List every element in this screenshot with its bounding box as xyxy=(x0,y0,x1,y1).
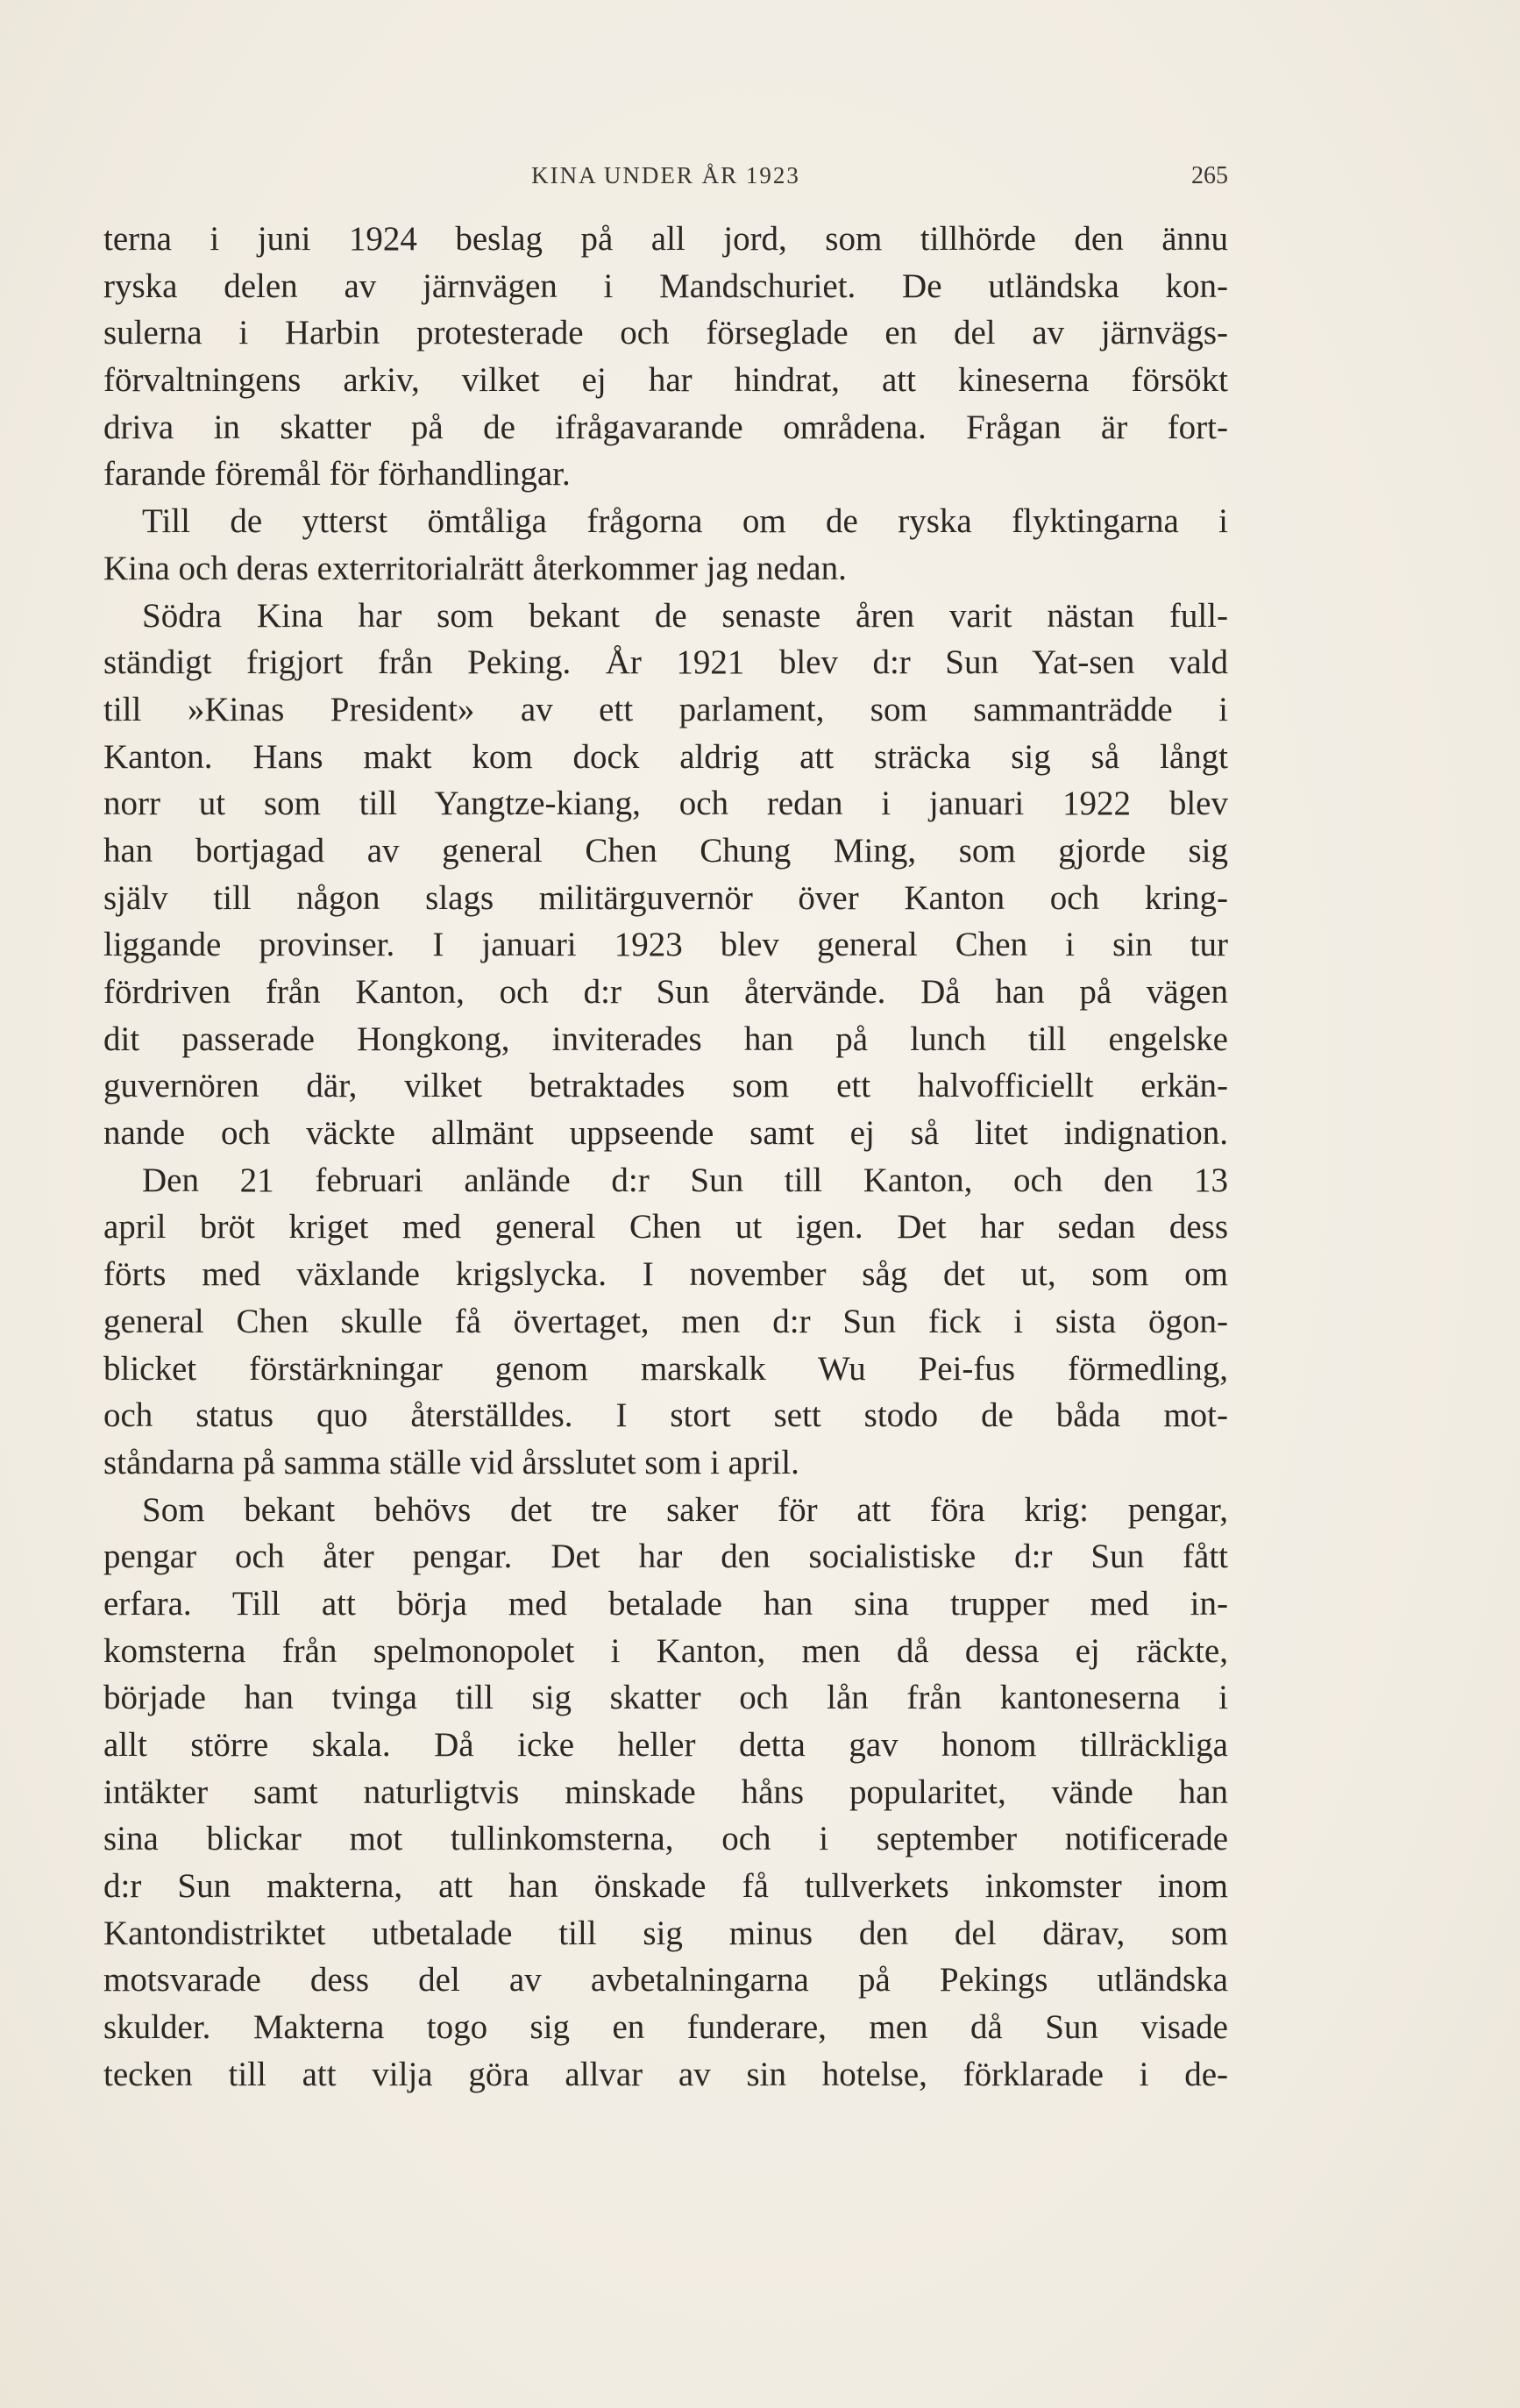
text-line: pengar och åter pengar. Det har den socialistiske d:r Sun fått xyxy=(103,1538,1228,1576)
text-line: Kanton. Hans makt kom dock aldrig att sträcka sig så långt xyxy=(103,737,1228,776)
text-line: ståndarna på samma ställe vid årsslutet som i april. xyxy=(103,1443,799,1481)
text-line: terna i juni 1924 beslag på all jord, som tillhörde den ännu xyxy=(103,220,1228,258)
text-line: farande föremål för förhandlingar. xyxy=(103,455,571,494)
text-line: sulerna i Harbin protesterade och förseglade en del av järnvägs- xyxy=(103,314,1228,352)
text-line: april bröt kriget med general Chen ut igen. Det har sedan dess xyxy=(103,1208,1228,1247)
page-header xyxy=(103,162,1228,197)
text-line: och status quo återställdes. I stort sett stodo de båda mot- xyxy=(103,1396,1228,1435)
text-line: Den 21 februari anlände d:r Sun till Kanton, och den 13 xyxy=(142,1161,1228,1199)
text-line: skulder. Makterna togo sig en funderare, men då Sun visade xyxy=(103,2008,1228,2047)
text-line: Som bekant behövs det tre saker för att föra krig: pengar, xyxy=(142,1490,1228,1529)
text-line: till »Kinas President» av ett parlament, som sammanträdde i xyxy=(103,690,1228,728)
text-line: norr ut som till Yangtze-kiang, och redan i januari 1922 blev xyxy=(103,785,1228,823)
body-text xyxy=(103,216,1228,2099)
text-line: nande och väckte allmänt uppseende samt ej så litet indignation. xyxy=(103,1114,1228,1153)
text-line: guvernören där, vilket betraktades som ett halvofficiellt erkän- xyxy=(103,1067,1228,1105)
text-line: ständigt frigjort från Peking. År 1921 blev d:r Sun Yat-sen vald xyxy=(103,643,1228,682)
text-line: dit passerade Hongkong, inviterades han på lunch till engelske xyxy=(103,1019,1228,1058)
running-title: KINA UNDER ÅR 1923 xyxy=(531,162,800,188)
text-line: Kantondistriktet utbetalade till sig minus den del därav, som xyxy=(103,1914,1228,1952)
text-line: komsterna från spelmonopolet i Kanton, men då dessa ej räckte, xyxy=(103,1631,1228,1670)
text-line: allt större skala. Då icke heller detta gav honom tillräckliga xyxy=(103,1726,1228,1764)
text-line: förvaltningens arkiv, vilket ej har hindrat, att kineserna försökt xyxy=(103,361,1228,400)
text-line: Kina och deras exterritorialrätt återkommer jag nedan. xyxy=(103,549,847,587)
page-number: 265 xyxy=(1191,162,1228,189)
text-line: fördriven från Kanton, och d:r Sun återvände. Då han på vägen xyxy=(103,973,1228,1011)
text-line: driva in skatter på de ifrågavarande områdena. Frågan är fort- xyxy=(103,408,1228,446)
text-line: ryska delen av järnvägen i Mandschuriet. De utländska kon- xyxy=(103,266,1228,305)
text-line: började han tvinga till sig skatter och lån från kantoneserna i xyxy=(103,1679,1228,1717)
text-line: Till de ytterst ömtåliga frågorna om de ryska flyktingarna i xyxy=(142,502,1228,541)
text-line: erfara. Till att börja med betalade han sina trupper med in- xyxy=(103,1584,1228,1623)
text-line: Södra Kina har som bekant de senaste åren varit nästan full- xyxy=(142,596,1228,635)
text-line: tecken till att vilja göra allvar av sin hotelse, förklarade i de- xyxy=(103,2055,1228,2093)
text-line: sina blickar mot tullinkomsterna, och i september notificerade xyxy=(103,1820,1228,1858)
text-line: förts med växlande krigslycka. I november såg det ut, som om xyxy=(103,1255,1228,1294)
text-line: intäkter samt naturligtvis minskade håns popularitet, vände han xyxy=(103,1772,1228,1811)
text-line: motsvarade dess del av avbetalningarna på Pekings utländska xyxy=(103,1961,1228,2000)
text-line: liggande provinser. I januari 1923 blev general Chen i sin tur xyxy=(103,926,1228,964)
text-line: själv till någon slags militärguvernör över Kanton och kring- xyxy=(103,878,1228,917)
text-line: blicket förstärkningar genom marskalk Wu Pei-fus förmedling, xyxy=(103,1349,1228,1388)
text-line: han bortjagad av general Chen Chung Ming, som gjorde sig xyxy=(103,831,1228,870)
text-line: general Chen skulle få övertaget, men d:r Sun fick i sista ögon- xyxy=(103,1302,1228,1340)
text-line: d:r Sun makterna, att han önskade få tullverkets inkomster inom xyxy=(103,1867,1228,1906)
